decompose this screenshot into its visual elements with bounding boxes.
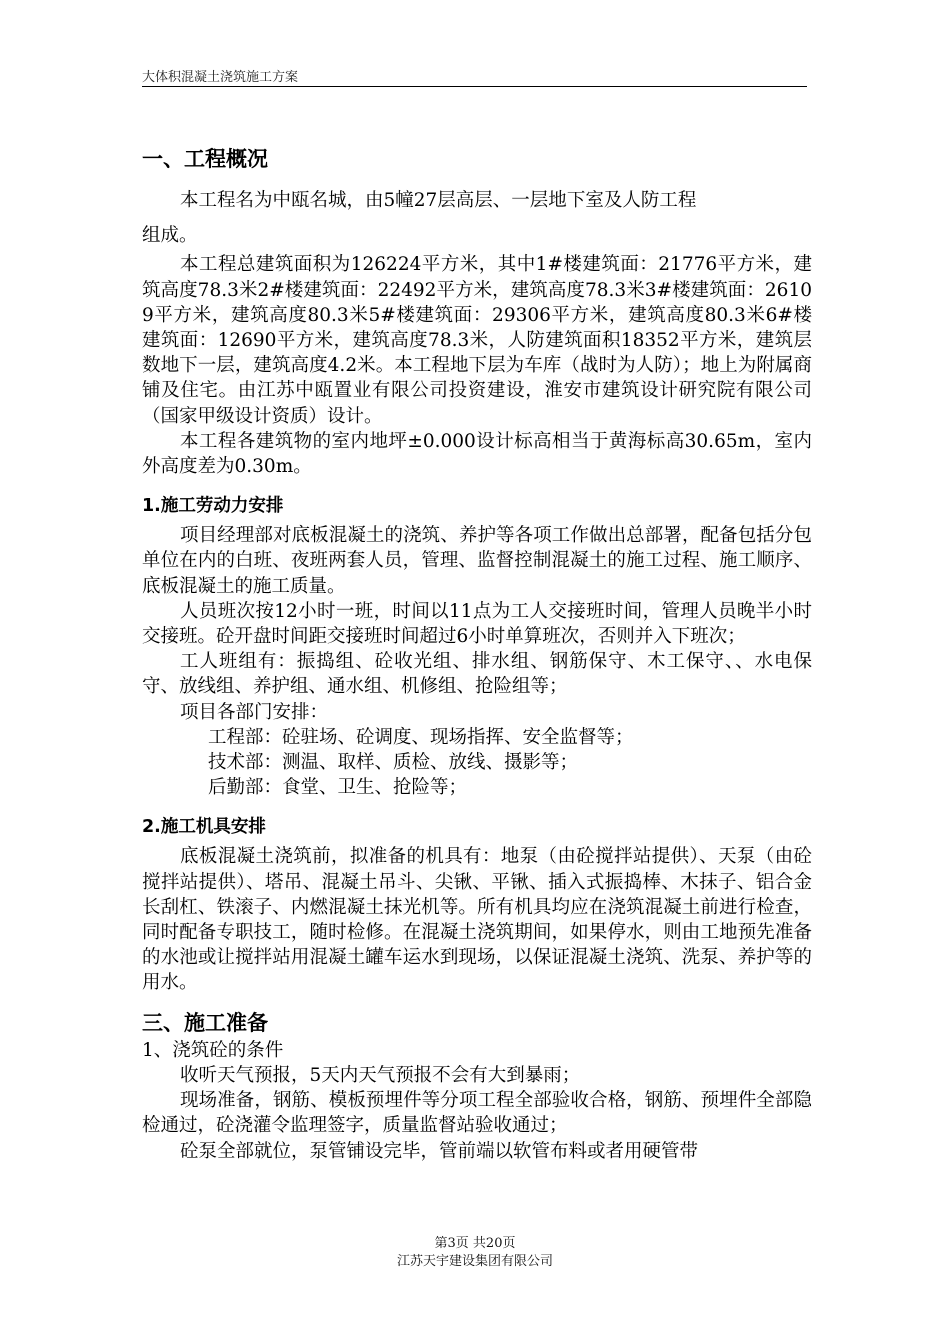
- dept-item: 工程部：砼驻场、砼调度、现场指挥、安全监督等；: [208, 726, 634, 748]
- dept-item: 技术部：测温、取样、质检、放线、摄影等；: [208, 752, 579, 774]
- section-title-preparation: 三、施工准备: [142, 1010, 268, 1035]
- paragraph: 工人班组有：振捣组、砼收光组、排水组、钢筋保守、木工保守、、水电保守、放线组、养护组、通水组、机修组、抢险组等；: [142, 651, 812, 698]
- paragraph: 项目经理部对底板混凝土的浇筑、养护等各项工作做出总部署，配备包括分包单位在内的白班、夜班两套人员，管理、监督控制混凝土的施工过程、施工顺序、底板混凝土的施工质量。: [142, 525, 812, 597]
- section-title-equipment: 2.施工机具安排: [142, 817, 266, 838]
- paragraph: 本工程总建筑面积为126224平方米，其中1#楼建筑面：21776平方米，建筑高度78.3米2#楼建筑面：22492平方米，建筑高度78.3米3#楼建筑面：26109平方米，建筑高度80.3米5#楼建筑面：29306平方米，建筑高度80.3米6#楼建筑面：12690平方米，建筑高度78.3米，人防建筑面积18352平方米，建筑层数地下一层，建筑高度4.2米。本工程地下层为车库（战时为人防）；地上为附属商铺及住宅。由江苏中瓯置业有限公司投资建设，淮安市建筑设计研究院有限公司（国家甲级设计资质）设计。: [142, 254, 812, 427]
- section-title-labor: 1.施工劳动力安排: [142, 496, 284, 517]
- page-body: [142, 140, 812, 1164]
- running-header: 大体积混凝土浇筑施工方案: [142, 70, 299, 85]
- paragraph: 项目各部门安排：: [180, 701, 329, 723]
- paragraph: 本工程名为中瓯名城，由5幢27层高层、一层地下室及人防工程: [180, 190, 697, 211]
- dept-item: 后勤部：食堂、卫生、抢险等；: [208, 777, 468, 799]
- header-rule: [142, 86, 807, 87]
- page-number: 第3页 共20页: [434, 1236, 516, 1251]
- paragraph: 人员班次按12小时一班，时间以11点为工人交接班时间，管理人员晚半小时交接班。砼开盘时间距交接班时间超过6小时单算班次，否则并入下班次；: [142, 600, 812, 648]
- paragraph: 砼泵全部就位，泵管铺设完毕，管前端以软管布料或者用硬管带: [180, 1140, 699, 1162]
- footer-company: 江苏天宇建设集团有限公司: [396, 1254, 553, 1269]
- subsection-title: 1、浇筑砼的条件: [142, 1039, 284, 1061]
- paragraph: 现场准备，钢筋、模板预埋件等分项工程全部验收合格，钢筋、预埋件全部隐检通过，砼浇灌令监理签字，质量监督站验收通过；: [142, 1090, 812, 1137]
- paragraph: 底板混凝土浇筑前，拟准备的机具有：地泵（由砼搅拌站提供）、天泵（由砼搅拌站提供）、塔吊、混凝土吊斗、尖锹、平锹、插入式振捣棒、木抹子、铝合金长刮杠、铁滚子、内燃混凝土抹光机等。所有机具均应在浇筑混凝土前进行检查，同时配备专职技工，随时检修。在混凝土浇筑期间，如果停水，则由工地预先准备的水池或让搅拌站用混凝土罐车运水到现场，以保证混凝土浇筑、洗泵、养护等的用水。: [142, 846, 812, 994]
- section-title-overview: 一、工程概况: [142, 147, 268, 171]
- paragraph: 本工程各建筑物的室内地坪±0.000设计标高相当于黄海标高30.65m，室内外高度差为0.30m。: [142, 430, 812, 478]
- paragraph: 组成。: [142, 225, 198, 247]
- paragraph: 收听天气预报，5天内天气预报不会有大到暴雨；: [180, 1064, 581, 1086]
